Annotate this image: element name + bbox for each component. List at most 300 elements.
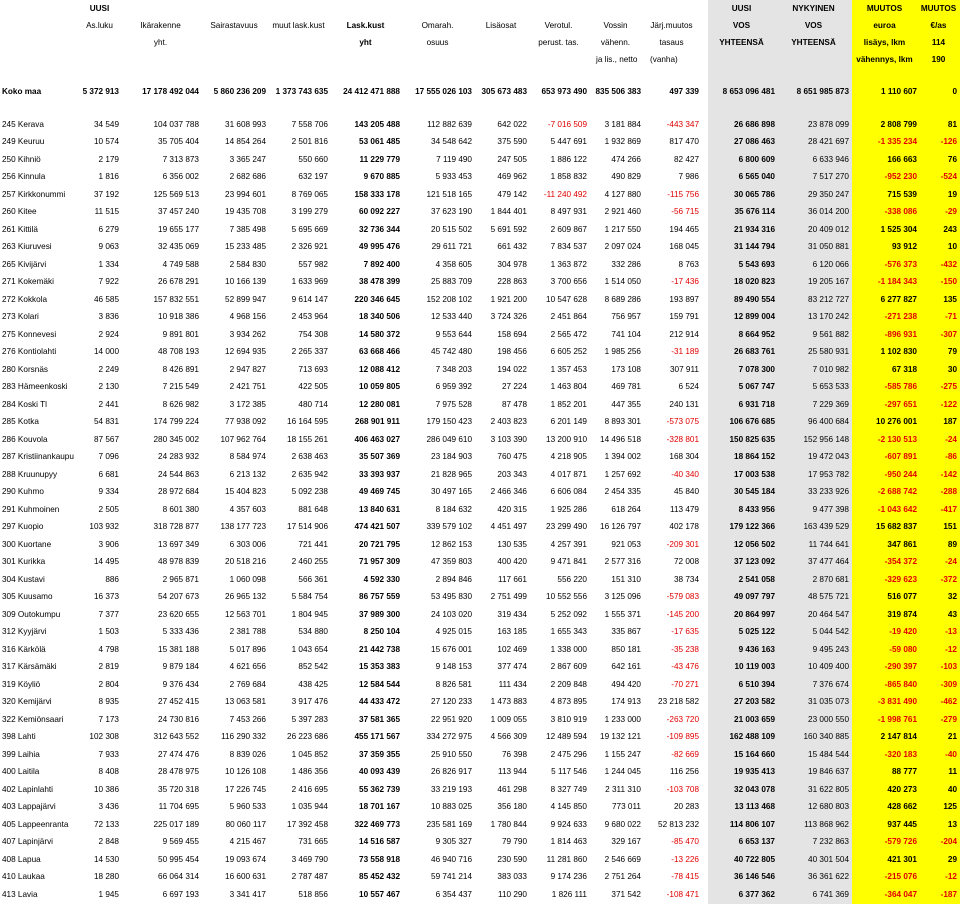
- cell-col-8: 2 565 472: [550, 329, 587, 339]
- cell-col-8: 1 338 000: [550, 644, 587, 654]
- cell-col-10: 159 791: [669, 312, 699, 322]
- cell-col-0: 291 Kuhmoinen: [2, 504, 60, 514]
- cell-col-6: [403, 0, 475, 17]
- cell-col-8: 4 257 391: [550, 539, 587, 549]
- cell-col-4: 2 326 921: [291, 242, 328, 252]
- cell-col-14: -585 786: [852, 379, 920, 397]
- cell-col-13: 7 232 863: [778, 834, 852, 852]
- cell-col-10: -109 895: [666, 732, 699, 742]
- cell-col-1: 1 334: [98, 259, 119, 269]
- cell-col-4: 3 917 476: [291, 697, 328, 707]
- cell-col-13: 7 010 982: [778, 361, 852, 379]
- cell-col-12: 15 164 660: [708, 746, 778, 764]
- cell-col-8: 5 117 546: [551, 767, 587, 777]
- cell-col-0: 403 Lappajärvi: [2, 802, 56, 812]
- table-row: [0, 816, 960, 834]
- cell-col-12: 150 825 635: [708, 431, 778, 449]
- cell-col-2: 50 995 454: [158, 854, 199, 864]
- cell-col-3: 12 563 701: [225, 609, 266, 619]
- cell-col-5: 38 478 399: [359, 277, 400, 287]
- cell-col-15: -13: [920, 624, 960, 642]
- cell-col-9: 151 310: [611, 574, 641, 584]
- cell-col-7: 642 022: [497, 119, 527, 129]
- cell-col-15: 125: [920, 799, 960, 817]
- cell-col-14: 15 682 837: [852, 519, 920, 537]
- cell-col-0: 256 Kinnula: [2, 172, 46, 182]
- cell-col-0: 402 Lapinlahti: [2, 784, 53, 794]
- cell-col-12: 162 488 109: [708, 729, 778, 747]
- cell-col-5: 71 957 309: [359, 557, 400, 567]
- table-row: [0, 869, 960, 887]
- cell-col-4: 3 469 790: [291, 854, 328, 864]
- cell-col-10: 116 256: [670, 767, 699, 777]
- cell-col-13: 19 846 637: [778, 764, 852, 782]
- cell-col-9: 1 233 000: [604, 714, 641, 724]
- cell-col-2: 26 678 291: [158, 277, 199, 287]
- cell-col-5: 11 229 779: [359, 154, 400, 164]
- cell-col-10: 20 283: [673, 802, 699, 812]
- cell-col-13: 36 361 622: [778, 869, 852, 887]
- cell-col-6: 7 975 528: [435, 399, 472, 409]
- cell-col-6: 29 611 721: [431, 242, 472, 252]
- cell-col-1: 10 574: [93, 137, 119, 147]
- cell-col-4: 2 638 463: [291, 452, 328, 462]
- cell-col-2: 23 620 655: [158, 609, 199, 619]
- cell-col-7: 113 944: [498, 767, 527, 777]
- spacer-cell: [80, 102, 122, 116]
- cell-col-4: 2 501 816: [291, 137, 328, 147]
- cell-col-9: 1 555 371: [604, 609, 641, 619]
- cell-col-14: -290 397: [852, 659, 920, 677]
- cell-col-4: 17 514 906: [287, 522, 328, 532]
- cell-col-0: 317 Kärsämäki: [2, 662, 57, 672]
- cell-col-7: 1 780 844: [490, 819, 527, 829]
- cell-col-10: -35 238: [671, 644, 699, 654]
- cell-col-6: 10 883 025: [431, 802, 472, 812]
- cell-col-7: 2 751 499: [490, 592, 527, 602]
- cell-col-13: 33 233 926: [778, 484, 852, 502]
- cell-col-12: [708, 51, 778, 68]
- cell-col-3: 12 694 935: [225, 347, 266, 357]
- cell-col-13: 20 464 547: [778, 606, 852, 624]
- cell-col-12: 6 377 362: [708, 886, 778, 904]
- cell-col-15: 151: [920, 519, 960, 537]
- cell-col-13: 152 956 148: [778, 431, 852, 449]
- cell-col-0: 407 Lapinjärvi: [2, 837, 53, 847]
- cell-col-14: 67 318: [852, 361, 920, 379]
- cell-col-12: 6 565 040: [708, 169, 778, 187]
- cell-col-13: 19 205 167: [778, 274, 852, 292]
- cell-col-2: 8 601 380: [162, 504, 199, 514]
- cell-col-15: 30: [920, 361, 960, 379]
- cell-col-14: lisäys, lkm: [852, 34, 920, 51]
- cell-col-14: -1 184 343: [852, 274, 920, 292]
- cell-col-5: 49 469 745: [359, 487, 400, 497]
- cell-col-14: 715 539: [852, 186, 920, 204]
- table-row: [0, 379, 960, 397]
- spacer-cell: [403, 68, 475, 82]
- cell-col-6: 25 883 709: [431, 277, 472, 287]
- table-row: [0, 116, 960, 134]
- cell-col-15: 0: [920, 82, 960, 102]
- cell-col-0: 280 Korsnäs: [2, 364, 48, 374]
- cell-col-14: 937 445: [852, 816, 920, 834]
- cell-col-10: [644, 0, 702, 17]
- cell-col-2: 32 435 069: [158, 242, 199, 252]
- cell-col-10: -43 476: [671, 662, 699, 672]
- cell-col-14: MUUTOS: [852, 0, 920, 17]
- cell-col-1: 7 377: [98, 609, 119, 619]
- cell-col-2: 35 720 318: [158, 784, 199, 794]
- cell-col-7: 111 434: [498, 679, 527, 689]
- cell-col-14: -579 726: [852, 834, 920, 852]
- table-row: [0, 554, 960, 572]
- cell-col-9: 1 514 050: [604, 277, 641, 287]
- cell-col-2: 10 918 386: [158, 312, 199, 322]
- cell-col-13: 96 400 684: [778, 414, 852, 432]
- cell-col-3: 2 682 686: [229, 172, 266, 182]
- cell-col-3: 15 233 485: [225, 242, 266, 252]
- spacer-cell: [475, 68, 530, 82]
- table-row: [0, 799, 960, 817]
- cell-col-0: 265 Kivijärvi: [2, 259, 47, 269]
- cell-col-0: 405 Lappeenranta: [2, 819, 69, 829]
- table-row: [0, 186, 960, 204]
- cell-col-1: 886: [105, 574, 119, 584]
- cell-col-9: 3 181 884: [604, 119, 641, 129]
- cell-col-2: 48 978 839: [158, 557, 199, 567]
- cell-col-10: -56 715: [671, 207, 699, 217]
- cell-col-9: 371 542: [611, 889, 641, 899]
- cell-col-7: 117 661: [498, 574, 527, 584]
- cell-col-3: 2 947 827: [229, 364, 266, 374]
- table-header: [0, 0, 960, 82]
- cell-col-15: 19: [920, 186, 960, 204]
- cell-col-7: 79 790: [501, 837, 527, 847]
- cell-col-1: 37 192: [93, 189, 119, 199]
- cell-col-5: 37 581 365: [359, 714, 400, 724]
- cell-col-5: 18 340 506: [359, 312, 400, 322]
- cell-col-0: 257 Kirkkonummi: [2, 189, 66, 199]
- cell-col-2: 318 728 877: [153, 522, 199, 532]
- header-row2: [0, 17, 960, 34]
- cell-col-10: -40 340: [671, 469, 699, 479]
- cell-col-3: 7 385 498: [229, 224, 266, 234]
- cell-col-4: 2 265 337: [291, 347, 328, 357]
- cell-col-3: 1 060 098: [229, 574, 266, 584]
- cell-col-10: -579 083: [666, 592, 699, 602]
- cell-col-5: 10 059 805: [359, 382, 400, 392]
- cell-col-8: 8 497 931: [550, 207, 587, 217]
- cell-col-10: 307 911: [670, 364, 699, 374]
- cell-col-9: 1 257 692: [604, 469, 641, 479]
- cell-col-7: 87 478: [501, 399, 527, 409]
- table-row: [0, 606, 960, 624]
- cell-col-5: yht: [359, 37, 372, 47]
- cell-col-5: 14 516 587: [359, 837, 400, 847]
- cell-col-4: 518 856: [298, 889, 328, 899]
- cell-col-12: 6 653 137: [708, 834, 778, 852]
- cell-col-9: 2 311 310: [605, 784, 641, 794]
- cell-col-14: -320 183: [852, 746, 920, 764]
- cell-col-5: 455 171 567: [354, 732, 400, 742]
- cell-col-9: 1 932 869: [604, 137, 641, 147]
- cell-col-2: 104 037 788: [153, 119, 199, 129]
- cell-col-3: 13 063 581: [225, 697, 266, 707]
- cell-col-15: 190: [920, 51, 960, 68]
- cell-col-8: 1 814 463: [550, 837, 587, 847]
- spacer-cell: [708, 68, 778, 82]
- table-row: [0, 624, 960, 642]
- cell-col-0: 398 Lahti: [2, 732, 36, 742]
- cell-col-1: 11 515: [94, 207, 119, 217]
- cell-col-12: 19 935 413: [708, 764, 778, 782]
- cell-col-15: 13: [920, 816, 960, 834]
- cell-col-7: 1 009 055: [490, 714, 527, 724]
- cell-col-15: -126: [920, 134, 960, 152]
- table-row: [0, 449, 960, 467]
- cell-col-3: 20 518 216: [225, 557, 266, 567]
- cell-col-8: 1 655 343: [550, 627, 587, 637]
- cell-col-0: 275 Konnevesi: [2, 329, 57, 339]
- cell-col-9: 329 167: [611, 837, 641, 847]
- cell-col-15: -40: [920, 746, 960, 764]
- cell-col-1: 7 173: [98, 714, 119, 724]
- cell-col-15: 40: [920, 781, 960, 799]
- cell-col-0: 263 Kiuruvesi: [2, 242, 52, 252]
- cell-col-8: 1 925 286: [550, 504, 587, 514]
- cell-col-15: -12: [920, 869, 960, 887]
- cell-col-6: 7 119 490: [436, 154, 472, 164]
- cell-col-7: 1 473 883: [490, 697, 527, 707]
- spacer-cell: [475, 102, 530, 116]
- cell-col-14: -3 831 490: [852, 694, 920, 712]
- cell-col-15: -103: [920, 659, 960, 677]
- cell-col-6: 5 933 453: [435, 172, 472, 182]
- cell-col-1: 6 681: [98, 469, 119, 479]
- cell-col-1: 2 249: [98, 364, 119, 374]
- cell-col-15: 89: [920, 536, 960, 554]
- cell-col-3: 4 968 156: [229, 312, 266, 322]
- cell-col-4: 566 361: [298, 574, 328, 584]
- cell-col-12: 5 543 693: [708, 256, 778, 274]
- cell-col-4: 713 693: [298, 364, 328, 374]
- table-row: [0, 204, 960, 222]
- cell-col-9: 173 108: [611, 364, 641, 374]
- cell-col-6: 26 826 917: [431, 767, 472, 777]
- cell-col-14: -59 080: [852, 641, 920, 659]
- cell-col-4: 438 425: [298, 679, 328, 689]
- cell-col-1: 2 441: [98, 399, 119, 409]
- cell-col-0: 316 Kärkölä: [2, 644, 46, 654]
- cell-col-14: 166 663: [852, 151, 920, 169]
- cell-col-15: -275: [920, 379, 960, 397]
- cell-col-9: 14 496 518: [600, 434, 641, 444]
- cell-col-8: 5 447 691: [550, 137, 587, 147]
- cell-col-12: 12 056 502: [708, 536, 778, 554]
- cell-col-8: 1 858 832: [550, 172, 587, 182]
- cell-col-1: 46 585: [93, 294, 119, 304]
- cell-col-12: 8 664 952: [708, 326, 778, 344]
- cell-col-12: 179 122 366: [708, 519, 778, 537]
- cell-col-3: 5 960 533: [229, 802, 266, 812]
- cell-col-14: -354 372: [852, 554, 920, 572]
- cell-col-8: -7 016 509: [547, 119, 587, 129]
- cell-col-5: 9 670 885: [363, 172, 400, 182]
- cell-col-1: 1 945: [98, 889, 119, 899]
- cell-col-8: 11 281 860: [546, 854, 587, 864]
- table-row: [0, 519, 960, 537]
- cell-col-0: [0, 17, 80, 34]
- cell-col-10: 168 045: [669, 242, 699, 252]
- cell-col-7: [475, 51, 530, 68]
- cell-col-7: 1 921 200: [490, 294, 527, 304]
- cell-col-6: 33 219 193: [431, 784, 472, 794]
- cell-col-0: 309 Outokumpu: [2, 609, 61, 619]
- spacer-cell: [852, 102, 920, 116]
- cell-col-1: 2 804: [98, 679, 119, 689]
- cell-col-8: -11 240 492: [543, 189, 587, 199]
- cell-col-9: 447 355: [611, 399, 641, 409]
- cell-col-3: [202, 34, 269, 51]
- cell-col-4: muut lask.kust: [272, 20, 325, 30]
- cell-col-15: 29: [920, 851, 960, 869]
- cell-col-6: 9 305 327: [435, 837, 472, 847]
- cell-col-14: -1 998 761: [852, 711, 920, 729]
- cell-col-13: 2 870 681: [778, 571, 852, 589]
- cell-col-12: 27 086 463: [708, 134, 778, 152]
- cell-col-5: 20 721 795: [359, 539, 400, 549]
- cell-col-7: 3 724 326: [490, 312, 527, 322]
- cell-col-3: 5 860 236 209: [213, 87, 266, 96]
- cell-col-0: 283 Hämeenkoski: [2, 382, 68, 392]
- cell-col-14: 347 861: [852, 536, 920, 554]
- cell-col-9: 174 913: [611, 697, 641, 707]
- cell-col-12: 40 722 805: [708, 851, 778, 869]
- cell-col-13: 31 050 881: [778, 239, 852, 257]
- cell-col-13: 20 409 012: [778, 221, 852, 239]
- table-row: [0, 431, 960, 449]
- cell-col-6: 21 828 965: [431, 469, 472, 479]
- cell-col-2: 37 457 240: [158, 207, 199, 217]
- cell-col-0: 260 Kitee: [2, 207, 37, 217]
- cell-col-4: [269, 51, 331, 68]
- cell-col-0: 261 Kittilä: [2, 224, 38, 234]
- cell-col-10: 72 008: [673, 557, 699, 567]
- cell-col-8: [530, 51, 590, 68]
- cell-col-3: 52 899 947: [225, 294, 266, 304]
- cell-col-0: [0, 51, 80, 68]
- cell-col-6: 121 518 165: [426, 189, 472, 199]
- cell-col-15: 79: [920, 344, 960, 362]
- cell-col-4: 17 392 458: [287, 819, 328, 829]
- cell-col-13: 23 000 550: [778, 711, 852, 729]
- cell-col-15: 21: [920, 729, 960, 747]
- cell-col-3: 4 621 656: [229, 662, 266, 672]
- cell-col-14: -338 086: [852, 204, 920, 222]
- cell-col-10: (vanha): [650, 54, 678, 64]
- cell-col-10: -31 189: [671, 347, 699, 357]
- spacer-cell: [778, 102, 852, 116]
- cell-col-2: 24 730 816: [158, 714, 199, 724]
- cell-col-12: UUSI: [708, 0, 778, 17]
- cell-col-3: 3 934 262: [229, 329, 266, 339]
- cell-col-13: 40 301 504: [778, 851, 852, 869]
- cell-col-14: -364 047: [852, 886, 920, 904]
- cell-col-7: 400 420: [497, 557, 527, 567]
- cell-col-9: 4 127 880: [604, 189, 641, 199]
- cell-col-1: 1 503: [98, 627, 119, 637]
- cell-col-3: 4 357 603: [229, 504, 266, 514]
- cell-col-0: 301 Kurikka: [2, 557, 46, 567]
- cell-col-14: -297 651: [852, 396, 920, 414]
- cell-col-2: 19 655 177: [158, 224, 199, 234]
- cell-col-7: 27 224: [501, 382, 527, 392]
- cell-col-5: 18 701 167: [359, 802, 400, 812]
- cell-col-5: 24 412 471 888: [343, 87, 400, 96]
- cell-col-12: 10 119 003: [708, 659, 778, 677]
- cell-col-6: 27 120 233: [431, 697, 472, 707]
- cell-col-4: 721 441: [298, 539, 328, 549]
- cell-col-1: 6 279: [98, 224, 119, 234]
- cell-col-9: 618 264: [611, 504, 641, 514]
- cell-col-12: 37 123 092: [708, 554, 778, 572]
- cell-col-2: 157 832 551: [153, 294, 199, 304]
- cell-col-3: 138 177 723: [220, 522, 266, 532]
- cell-col-0: 286 Kouvola: [2, 434, 48, 444]
- cell-col-6: 20 515 502: [431, 224, 472, 234]
- cell-col-2: 7 215 549: [162, 382, 199, 392]
- cell-col-7: 420 315: [497, 504, 527, 514]
- cell-col-8: Verotul.: [544, 20, 573, 30]
- cell-col-0: 284 Koski Tl: [2, 399, 47, 409]
- cell-col-2: [122, 51, 202, 68]
- cell-col-14: 93 912: [852, 239, 920, 257]
- cell-col-0: 249 Keuruu: [2, 137, 45, 147]
- cell-col-15: -372: [920, 571, 960, 589]
- cell-col-5: 12 088 412: [359, 364, 400, 374]
- spacer-cell: [331, 102, 403, 116]
- cell-col-4: 5 092 238: [291, 487, 328, 497]
- cell-col-13: [778, 51, 852, 68]
- cell-col-2: 9 879 184: [162, 662, 199, 672]
- cell-col-1: 7 096: [98, 452, 119, 462]
- table-row: [0, 484, 960, 502]
- cell-col-13: 37 477 464: [778, 554, 852, 572]
- cell-col-12: 21 934 316: [708, 221, 778, 239]
- cell-col-5: 55 362 739: [359, 784, 400, 794]
- cell-col-10: 52 813 232: [658, 819, 699, 829]
- cell-col-13: 31 035 073: [778, 694, 852, 712]
- cell-col-8: 9 471 841: [550, 557, 587, 567]
- cell-col-10: 240 131: [669, 399, 699, 409]
- cell-col-7: 247 505: [497, 154, 527, 164]
- cell-col-7: 198 456: [497, 347, 527, 357]
- cell-col-12: 20 864 997: [708, 606, 778, 624]
- cell-col-2: 280 345 002: [153, 434, 199, 444]
- cell-col-15: -24: [920, 431, 960, 449]
- cell-col-10: -443 347: [666, 119, 699, 129]
- cell-col-12: 30 065 786: [708, 186, 778, 204]
- cell-col-3: 5 017 896: [229, 644, 266, 654]
- cell-col-12: 17 003 538: [708, 466, 778, 484]
- cell-col-10: -78 415: [671, 872, 699, 882]
- cell-col-3: 16 600 631: [225, 872, 266, 882]
- cell-col-15: -309: [920, 676, 960, 694]
- cell-col-13: 5 044 542: [778, 624, 852, 642]
- cell-col-8: 2 867 609: [550, 662, 587, 672]
- cell-col-5: 4 592 330: [363, 574, 400, 584]
